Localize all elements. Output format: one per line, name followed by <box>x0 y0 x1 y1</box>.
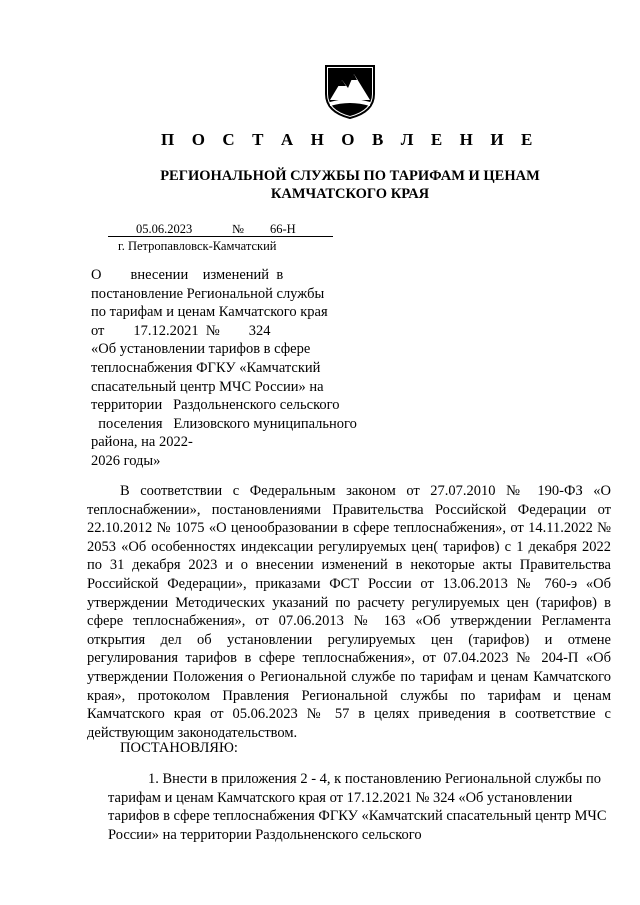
number-sign: № <box>232 222 244 236</box>
org-line-2: КАМЧАТСКОГО КРАЯ <box>270 186 430 202</box>
issuing-organization <box>60 167 640 203</box>
subject-line: от 17.12.2021 № 324 <box>91 322 271 339</box>
document-title: П О С Т А Н О В Л Е Н И Е <box>161 130 539 149</box>
decree-heading: ПОСТАНОВЛЯЮ: <box>120 740 238 756</box>
subject-line: района, на 2022- <box>91 434 193 451</box>
subject-line: теплоснабжения ФГКУ «Камчатский <box>91 359 321 376</box>
subject-block <box>91 266 369 471</box>
preamble-paragraph: В соответствии с Федеральным законом от 27.07.2010 № 190-ФЗ «О теплоснабжении», постановлениями Правительства Российской Федерации от 22.10.2012 № 1075 «О ценообразовании в сфере теплоснабжения», от 14.11.2022 № 2053 «Об особенностях индексации регулируемых цен( тарифов) с 1 декабря 2022 по 31 декабря 2023 и о внесении изменений в некоторые акты Правительства Российской Федерации», приказами ФСТ России от 13.06.2013 № 760-э «Об утверждении Методических указаний по расчету регулируемых цен (тарифов) в сфере теплоснабжения», от 07.06.2013 № 163 «Об утверждении Регламента открытия дел об установлении регулируемых цен (тарифов) и отмене регулирования тарифов в сфере теплоснабжения», от 07.04.2023 № 204-П «Об утверждении Положения о Региональной службе по тарифам и ценам Камчатского края», протоколом Правления Региональной службы по тарифам и ценам Камчатского края от 05.06.2023 № 57 в целях приведения в соответствие с действующим законодательством. <box>87 483 611 741</box>
subject-line: «Об установлении тарифов в сфере <box>91 341 311 358</box>
subject-line: по тарифам и ценам Камчатского края <box>91 304 328 321</box>
org-line-1: РЕГИОНАЛЬНОЙ СЛУЖБЫ ПО ТАРИФАМ И ЦЕНАМ <box>160 168 540 184</box>
subject-line: спасательный центр МЧС России» на <box>91 378 324 395</box>
subject-line: 2026 годы» <box>91 452 161 469</box>
subject-line: территории Раздольненского сельского <box>91 397 340 414</box>
subject-line: поселения Елизовского муниципального <box>91 415 357 432</box>
subject-line: О внесении изменений в <box>91 267 284 283</box>
city: г. Петропавловск-Камчатский <box>118 239 277 253</box>
document-date: 05.06.2023 <box>136 222 193 236</box>
kamchatka-emblem-icon <box>322 62 378 120</box>
document-number: 66-Н <box>270 222 296 236</box>
subject-line: постановление Региональной службы <box>91 285 325 302</box>
decree-item-1: 1. Внести в приложения 2 - 4, к постановлению Региональной службы по тарифам и ценам Камчатского края от 17.12.2021 № 324 «Об установлении тарифов в сфере теплоснабжения ФГКУ «Камчатский спасательный центр МЧС России» на территории Раздольненского сельского <box>108 771 607 843</box>
